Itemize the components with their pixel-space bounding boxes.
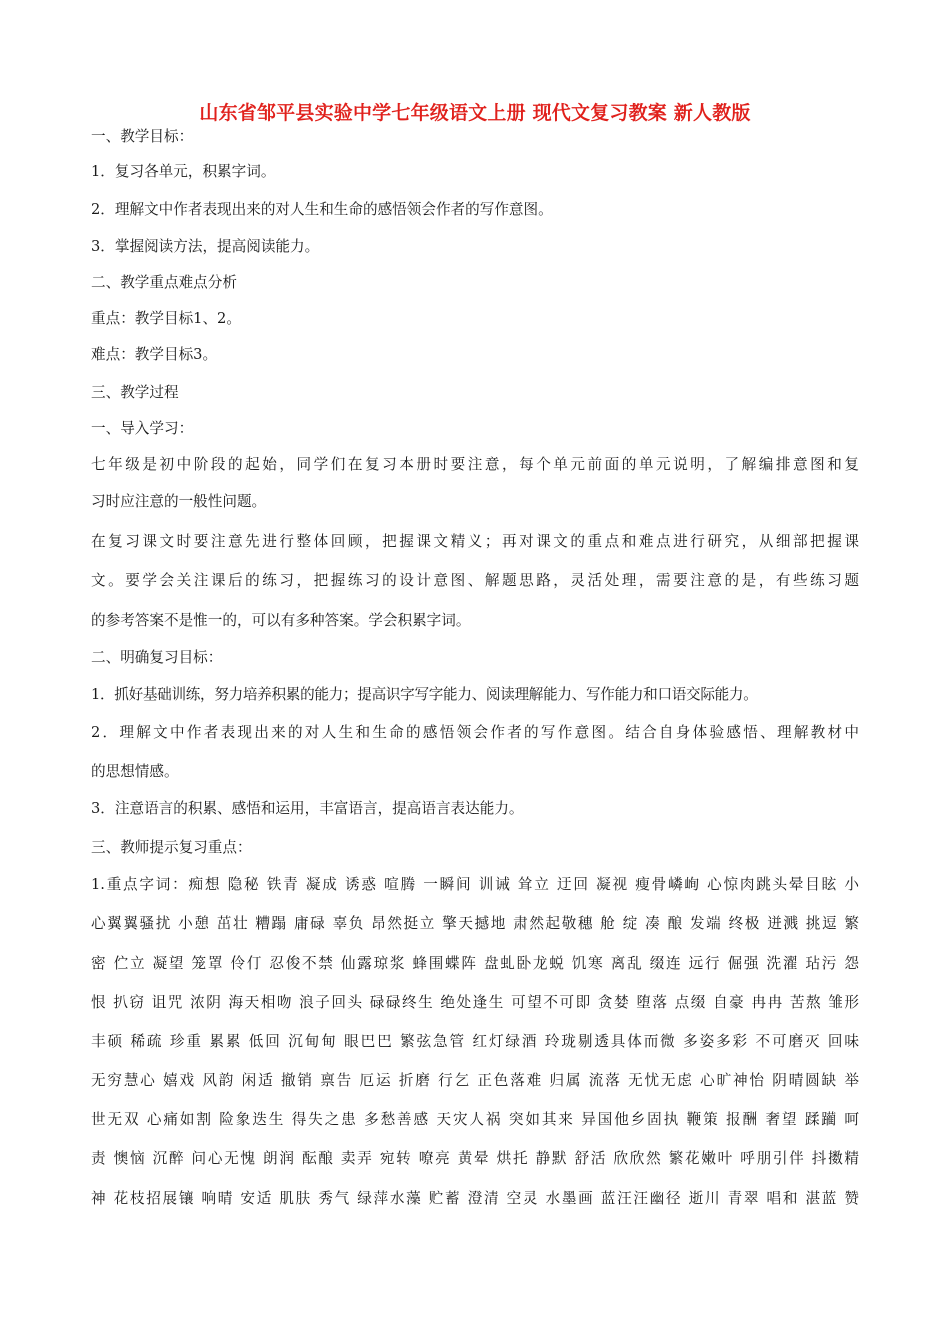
paragraph-line: 重点：教学目标1、2。 — [91, 310, 241, 327]
vocab-line: 世无双 心痛如割 险象迭生 得失之患 多愁善感 天灾人祸 突如其来 异国他乡固执 鞭策 报酬 奢望 蹂躏 呵 — [91, 1111, 859, 1128]
section-heading: 一、导入学习： — [91, 420, 194, 437]
list-item: 1．抓好基础训练，努力培养积累的能力；提高识字写字能力、阅读理解能力、写作能力和口语交际能力。 — [91, 686, 758, 703]
list-item: 1．复习各单元，积累字词。 — [91, 163, 276, 180]
paragraph-line: 文。要学会关注课后的练习，把握练习的设计意图、解题思路，灵活处理，需要注意的是，有些练习题 — [91, 572, 859, 589]
vocab-line: 1.重点字词：痴想 隐秘 铁青 凝成 诱惑 喧腾 一瞬间 训诫 耸立 迂回 凝视 瘦骨嶙峋 心惊肉跳头晕目眩 小 — [91, 876, 859, 893]
paragraph-line: 在复习课文时要注意先进行整体回顾，把握课文精义；再对课文的重点和难点进行研究，从细部把握课 — [91, 533, 859, 550]
paragraph-line: 七年级是初中阶段的起始，同学们在复习本册时要注意，每个单元前面的单元说明，了解编排意图和复 — [91, 456, 859, 473]
list-item: 3．注意语言的积累、感悟和运用，丰富语言，提高语言表达能力。 — [91, 800, 524, 817]
vocab-line: 丰硕 稀疏 珍重 累累 低回 沉甸甸 眼巴巴 繁弦急管 红灯绿酒 玲珑剔透具体而微 多姿多彩 不可磨灭 回味 — [91, 1033, 859, 1050]
paragraph-line: 难点：教学目标3。 — [91, 346, 218, 363]
list-item: 2．理解文中作者表现出来的对人生和生命的感悟领会作者的写作意图。 — [91, 201, 553, 218]
section-heading: 三、教学过程 — [91, 384, 179, 401]
vocab-line: 密 伫立 凝望 笼罩 伶仃 忍俊不禁 仙露琼浆 蜂围蝶阵 盘虬卧龙蜕 饥寒 离乱 缀连 远行 倔强 洗濯 玷污 怨 — [91, 955, 859, 972]
list-item: 2．理解文中作者表现出来的对人生和生命的感悟领会作者的写作意图。结合自身体验感悟、理解教材中 — [91, 724, 859, 741]
section-heading: 三、教师提示复习重点： — [91, 839, 252, 856]
paragraph-line: 的思想情感。 — [91, 763, 179, 780]
list-item: 3．掌握阅读方法，提高阅读能力。 — [91, 238, 320, 255]
vocab-line: 心翼翼骚扰 小憩 茁壮 糟蹋 庸碌 辜负 昂然挺立 擎天撼地 肃然起敬穗 舱 绽 凑 酿 发端 终极 迸溅 挑逗 繁 — [91, 915, 859, 932]
section-heading: 一、教学目标： — [91, 128, 194, 145]
document-title: 山东省邹平县实验中学七年级语文上册 现代文复习教案 新人教版 — [199, 102, 751, 124]
vocab-line: 恨 扒窃 诅咒 浓阴 海天相吻 浪子回头 碌碌终生 绝处逢生 可望不可即 贪婪 堕落 点缀 自豪 冉冉 苦熬 雏形 — [91, 994, 859, 1011]
section-heading: 二、教学重点难点分析 — [91, 274, 237, 291]
section-heading: 二、明确复习目标： — [91, 649, 223, 666]
vocab-line: 神 花枝招展镶 响晴 安适 肌肤 秀气 绿萍水藻 贮蓄 澄清 空灵 水墨画 蓝汪汪幽径 逝川 青翠 唱和 湛蓝 赞 — [91, 1190, 859, 1207]
paragraph-line: 习时应注意的一般性问题。 — [91, 493, 267, 510]
paragraph-line: 的参考答案不是惟一的，可以有多种答案。学会积累字词。 — [91, 612, 471, 629]
vocab-line: 责 懊恼 沉醉 问心无愧 朗润 酝酿 卖弄 宛转 嘹亮 黄晕 烘托 静默 舒活 欣欣然 繁花嫩叶 呼朋引伴 抖擞精 — [91, 1150, 859, 1167]
vocab-line: 无穷慧心 嬉戏 风韵 闲适 撤销 禀告 厄运 折磨 行乞 正色落难 归属 流落 无忧无虑 心旷神怡 阴晴圆缺 举 — [91, 1072, 859, 1089]
